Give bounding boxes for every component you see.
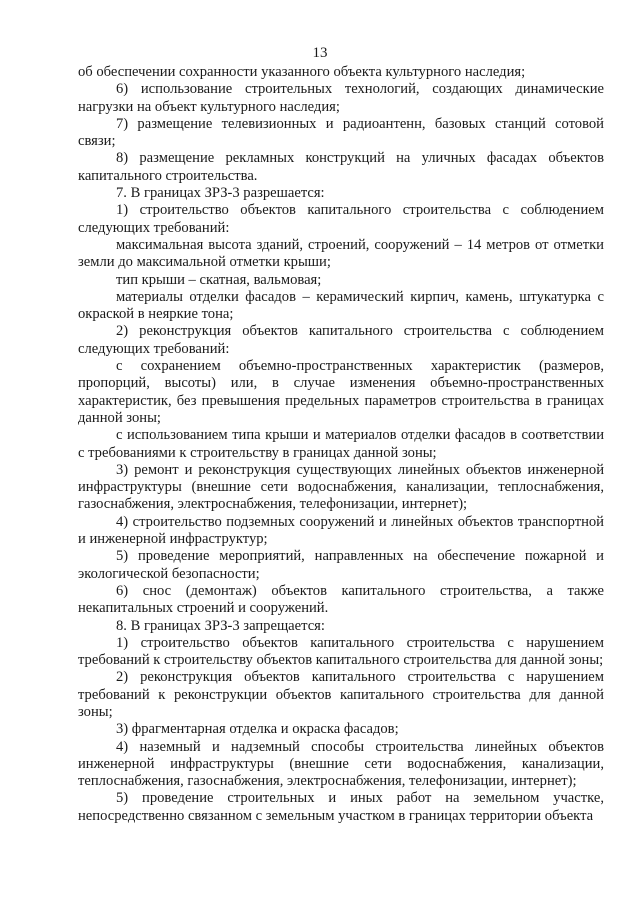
paragraph: материалы отделки фасадов – керамический кирпич, камень, штукатурка с окраской в неяркие тона;	[78, 288, 604, 323]
paragraph: 2) реконструкция объектов капитального строительства с соблюдением следующих требований:	[78, 323, 604, 357]
paragraph: 6) снос (демонтаж) объектов капитального строительства, а также некапитальных строений и сооружений.	[78, 582, 604, 617]
paragraph: 4) наземный и надземный способы строительства линейных объектов инженерной инфраструктуры (внешние сети водоснабжения, канализации, теплоснабжения, газоснабжения, электроснабжения, телефонизации, интернет);	[78, 738, 604, 790]
paragraph: с использованием типа крыши и материалов отделки фасадов в соответствии с требованиями к строительству в границах данной зоны;	[78, 427, 604, 461]
paragraph: 6) использование строительных технологий, создающих динамические нагрузки на объект культурного наследия;	[78, 81, 604, 115]
paragraph: 3) фрагментарная отделка и окраска фасадов;	[116, 721, 399, 738]
paragraph: с сохранением объемно-пространственных характеристик (размеров, пропорций, высоты) или, в случае изменения объемно-пространственных характеристик, без превышения предельных параметров строительства в границах данной зоны;	[78, 358, 604, 426]
section-heading: 7. В границах ЗРЗ-3 разрешается:	[116, 185, 325, 202]
paragraph: 4) строительство подземных сооружений и линейных объектов транспортной и инженерной инфраструктур;	[78, 513, 604, 548]
paragraph: 1) строительство объектов капитального строительства с нарушением требований к строительству объектов капитального строительства для данной зоны;	[78, 634, 604, 669]
paragraph: 7) размещение телевизионных и радиоантенн, базовых станций сотовой связи;	[78, 115, 604, 150]
paragraph: 2) реконструкция объектов капитального строительства с нарушением требований к реконструкции объектов капитального строительства для данной зоны;	[78, 669, 604, 720]
paragraph: 8) размещение рекламных конструкций на уличных фасадах объектов капитального строительства.	[78, 150, 604, 184]
document-body	[78, 64, 604, 825]
paragraph: 3) ремонт и реконструкция существующих линейных объектов инженерной инфраструктуры (внешние сети водоснабжения, канализации, теплоснабжения, газоснабжения, электроснабжения, телефонизации, интернет);	[78, 461, 604, 513]
paragraph: 5) проведение мероприятий, направленных на обеспечение пожарной и экологической безопасности;	[78, 548, 604, 582]
paragraph: 5) проведение строительных и иных работ на земельном участке, непосредственно связанном с земельным участком в границах территории объекта	[78, 790, 604, 824]
paragraph: 1) строительство объектов капитального строительства с соблюдением следующих требований:	[78, 202, 604, 236]
paragraph: об обеспечении сохранности указанного объекта культурного наследия;	[78, 64, 526, 80]
page-number: 13	[312, 45, 328, 61]
paragraph: тип крыши – скатная, вальмовая;	[116, 271, 322, 288]
paragraph: максимальная высота зданий, строений, сооружений – 14 метров от отметки земли до максимальной отметки крыши;	[78, 236, 604, 271]
section-heading: 8. В границах ЗРЗ-3 запрещается:	[116, 617, 325, 634]
